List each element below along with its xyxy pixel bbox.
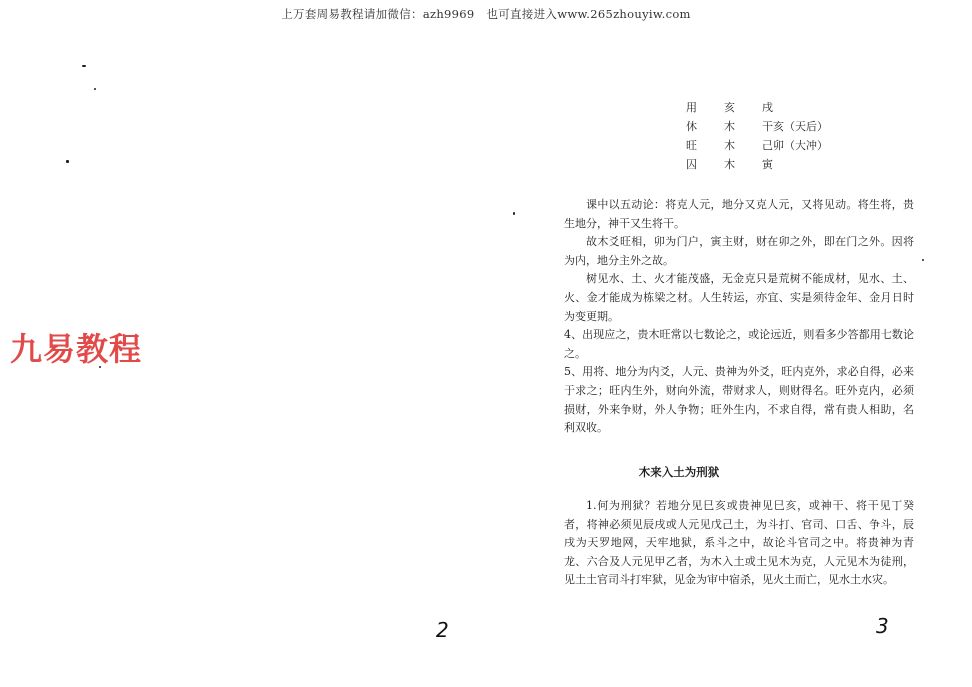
paragraph: 1.何为刑狱？若地分见巳亥或贵神见巳亥，或神干、将干见丁癸者，将神必须见辰戌或人元见戊己土，为斗打、官司、口舌、争斗，辰戌为天罗地网，天牢地狱，系斗之中，故论斗官司之中。将贵神为青龙、六合及人元见甲乙者，为木入土或土见木为克，人元见木为徒刑，见土土官司斗打牢狱，见金为审中宿杀，见火土而亡，见水土水灾。 [564, 499, 914, 587]
watermark-logo: 九易教程 [10, 330, 143, 368]
scan-speck [66, 160, 69, 163]
table-cell: 干亥（天后） [762, 120, 828, 133]
table-row [686, 155, 842, 174]
table-cell: 休 [686, 120, 697, 133]
table-cell: 用 [686, 101, 697, 114]
table-cell: 木 [724, 139, 735, 152]
table-cell: 旺 [686, 139, 697, 152]
paragraph: 课中以五动论：将克人元，地分又克人元，又将见动。将生将，贵生地分，神干又生将干。 [564, 198, 914, 230]
scan-speck [513, 212, 515, 215]
scan-speck [94, 88, 96, 90]
table-row [686, 117, 842, 136]
table-cell: 亥 [724, 101, 735, 114]
paragraph: 5、用将、地分为内爻，人元、贵神为外爻，旺内克外，求必自得，必来于求之；旺内生外，财向外流，带财求人，则财得名。旺外克内，必须损财，外来争财，外人争物；旺外生内，不求自得，常有贵人相助，名利双收。 [564, 365, 914, 435]
right-page [556, 0, 916, 687]
paragraph: 4、出现应之，贵木旺常以七数论之，或论远近，则看多少答都用七数论之。 [564, 328, 914, 360]
table-cell: 木 [724, 120, 735, 133]
table-cell: 戌 [762, 101, 773, 114]
page-number-left: 2 [436, 618, 449, 642]
paragraph: 故木爻旺相，卯为门户，寅主财，财在卯之外，即在门之外。因将为内，地分主外之故。 [564, 235, 914, 267]
ganzhi-table [686, 98, 842, 174]
page-number-right: 3 [876, 614, 889, 638]
section-title: 木来入土为刑狱 [638, 465, 720, 479]
table-cell: 己卯（大冲） [762, 139, 828, 152]
header-text: 上万套周易教程请加微信：azh9969 [281, 7, 475, 21]
table-cell: 囚 [686, 158, 697, 171]
section-text [564, 497, 914, 590]
table-cell: 木 [724, 158, 735, 171]
table-row [686, 98, 842, 117]
scan-speck [82, 65, 86, 67]
table-cell: 寅 [762, 158, 773, 171]
scan-speck [922, 259, 924, 261]
header-link[interactable]: 也可直接进入www.265zhouyiw.com [486, 7, 691, 21]
body-text [564, 196, 914, 438]
paragraph: 树见水、土、火才能茂盛，无金克只是荒树不能成材，见水、土、火、金才能成为栋梁之材。人生转运，亦宜、实是须待金年、金月日时为变更期。 [564, 272, 914, 323]
table-row [686, 136, 842, 155]
